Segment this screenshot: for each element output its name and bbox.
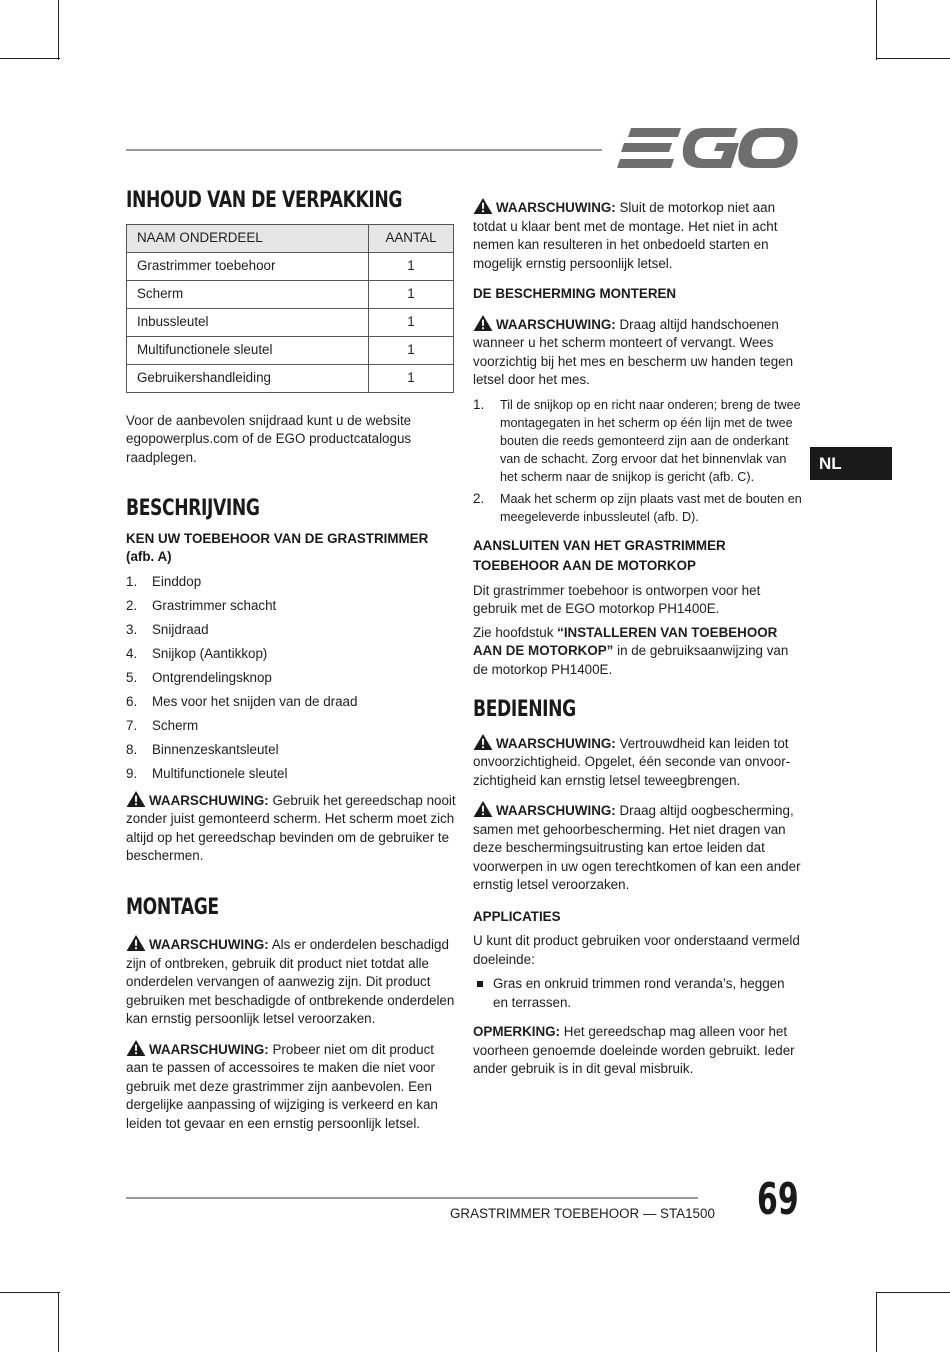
part-name: Scherm	[127, 280, 369, 308]
list-item	[473, 396, 803, 486]
warning-label: WAARSCHUWING:	[496, 803, 616, 818]
item-number: 4.	[126, 645, 138, 661]
crop-mark	[876, 1292, 950, 1293]
list-item	[126, 645, 456, 669]
item-text: Snijdraad	[152, 621, 209, 637]
list-item	[126, 573, 456, 597]
list-item	[126, 765, 456, 789]
list-item	[126, 693, 456, 717]
page-number: 69	[757, 1174, 799, 1225]
warning-text: Draag altijd handschoenen wanneer u het scherm monteert of vervangt. Wees voorzichtig bij het mes en bescherm uw handen tegen letsel door het mes.	[473, 316, 794, 387]
item-text: Snijkop (Aantikkop)	[152, 645, 268, 661]
table-header-row	[127, 224, 454, 252]
table-row	[127, 308, 454, 336]
item-text: Multifunctionele sleutel	[152, 765, 288, 781]
warning-text: Als er onderdelen beschadigd zijn of ontbreken, gebruik dit product niet totdat alle onderdelen vervangen of aanwezig zijn. Dit product gebruiken met beschadigde of ontbrekende onderdelen kan ernstig persoonlijk letsel veroorzaken.	[126, 937, 455, 1026]
item-text: Binnenzeskantsleutel	[152, 741, 279, 757]
step-number: 2.	[473, 490, 485, 506]
step-number: 1.	[473, 396, 485, 412]
item-number: 7.	[126, 717, 138, 733]
warning-label: WAARSCHUWING:	[149, 792, 269, 808]
warning-paragraph	[473, 801, 803, 895]
list-item	[126, 741, 456, 765]
crop-mark	[58, 1292, 59, 1352]
table-row	[127, 280, 454, 308]
table-row	[127, 336, 454, 364]
guard-steps	[473, 396, 803, 526]
warning-triangle-icon	[473, 315, 493, 331]
part-name: Grastrimmer toebehoor	[127, 252, 369, 280]
warning-triangle-icon	[473, 801, 493, 817]
table-row	[127, 364, 454, 392]
ego-logo-graphic	[617, 126, 799, 170]
warning-label: WAARSCHUWING:	[496, 316, 616, 332]
warning-label: WAARSCHUWING:	[149, 937, 269, 952]
item-number: 8.	[126, 741, 138, 757]
connect-paragraph: Dit grastrimmer toebehoor is ontworpen voor het gebruik met de EGO motorkop PH1400E.	[473, 582, 761, 616]
ego-logo	[617, 126, 799, 170]
note-text: Het gereedschap mag alleen voor het voorheen genoemde doeleinde worden gebruikt. Ieder ander gebruik is in dit geval misbruik.	[473, 1024, 795, 1076]
part-qty: 1	[369, 364, 454, 392]
crop-mark	[876, 1292, 877, 1352]
list-item	[126, 597, 456, 621]
item-number: 6.	[126, 693, 138, 709]
warning-text: Draag altijd oogbescherming, samen met gehoorbescherming. Het niet dragen van deze beschermingsuitrusting kan ertoe leiden dat voorwerpen in uw ogen terechtkomen of kan een ander ernstig letsel veroorzaken.	[473, 803, 801, 892]
connect-reference	[473, 624, 803, 680]
item-number: 1.	[126, 573, 138, 589]
description-title: BESCHRIJVING	[126, 496, 260, 521]
part-qty: 1	[369, 252, 454, 280]
part-name: Gebruikershandleiding	[127, 364, 369, 392]
warning-triangle-icon	[126, 935, 146, 951]
warning-paragraph	[473, 198, 803, 273]
warning-paragraph	[473, 734, 803, 791]
item-text: Scherm	[152, 717, 199, 733]
know-your-accessory-title: KEN UW TOEBEHOOR VAN DE GRASTRIMMER (afb. A)	[126, 530, 429, 564]
warning-text: Sluit de motorkop niet aan totdat u klaar bent met de montage. Het niet in acht nemen kan resulteren in het onbedoeld starten en mogelijk ernstig persoonlijk letsel.	[473, 200, 778, 271]
part-qty: 1	[369, 336, 454, 364]
warning-paragraph	[126, 1040, 456, 1134]
connect-title: AANSLUITEN VAN HET GRASTRIMMER TOEBEHOOR AAN DE MOTORKOP	[473, 537, 726, 573]
contents-table	[126, 224, 454, 393]
item-number: 5.	[126, 669, 138, 685]
list-item	[126, 669, 456, 693]
crop-mark	[876, 58, 950, 59]
table-header-part: NAAM ONDERDEEL	[127, 224, 369, 252]
reference-suffix: in de gebruiksaanwijzing van de motorkop PH1400E.	[473, 643, 789, 677]
part-name: Inbussleutel	[127, 308, 369, 336]
language-tab: NL	[810, 447, 892, 480]
footer-title: GRASTRIMMER TOEBEHOOR — STA1500	[450, 1206, 715, 1221]
warning-paragraph	[126, 935, 456, 1029]
header-rule	[126, 149, 602, 151]
warning-label: WAARSCHUWING:	[496, 200, 616, 215]
note-label: OPMERKING:	[473, 1024, 561, 1039]
warning-paragraph	[126, 791, 456, 866]
contents-note: Voor de aanbevolen snijdraad kunt u de website egopowerplus.com of de EGO productcatalogus raadplegen.	[126, 412, 412, 465]
list-item	[126, 621, 456, 645]
right-column	[473, 198, 803, 1079]
footer-rule	[126, 1197, 698, 1199]
step-text: Til de snijkop op en richt naar onderen; breng de twee montagegaten in het scherm op één lijn met de twee bouten die reeds gemonteerd zijn aan de onderkant van de schacht. Zorg ervoor dat het binnenvlak van het scherm naar de snijkop is gericht (afb. C).	[500, 397, 801, 484]
contents-title: INHOUD VAN DE VERPAKKING	[126, 188, 403, 213]
reference-chapter: “INSTALLEREN VAN TOEBEHOOR AAN DE MOTORKOP”	[473, 624, 778, 658]
list-item	[126, 717, 456, 741]
part-qty: 1	[369, 308, 454, 336]
item-number: 2.	[126, 597, 138, 613]
warning-label: WAARSCHUWING:	[496, 735, 616, 751]
warning-paragraph	[473, 315, 803, 390]
item-number: 3.	[126, 621, 138, 637]
list-item	[473, 975, 803, 1012]
reference-prefix: Zie hoofdstuk	[473, 624, 558, 640]
list-item	[473, 490, 803, 526]
table-header-qty: AANTAL	[369, 224, 454, 252]
crop-mark	[0, 1292, 60, 1293]
table-row	[127, 252, 454, 280]
operation-title: BEDIENING	[473, 697, 576, 722]
applications-intro: U kunt dit product gebruiken voor onderstaand vermeld doeleinde:	[473, 933, 800, 967]
warning-triangle-icon	[473, 198, 493, 214]
warning-text: Gebruik het gereedschap nooit zonder juist gemonteerd scherm. Het scherm moet zich altijd op het gereedschap bevinden om de gebruiker te beschermen.	[126, 792, 456, 863]
item-text: Einddop	[152, 573, 202, 589]
applications-title: APPLICATIES	[473, 908, 561, 924]
crop-mark	[876, 0, 877, 60]
left-column	[126, 188, 456, 1133]
warning-label: WAARSCHUWING:	[149, 1041, 269, 1057]
item-text: Ontgrendelingsknop	[152, 669, 272, 685]
part-qty: 1	[369, 280, 454, 308]
assembly-title: MONTAGE	[126, 894, 219, 920]
note-paragraph	[473, 1023, 803, 1079]
warning-triangle-icon	[473, 734, 493, 750]
warning-text: Probeer niet om dit product aan te passen of accessoires te maken die niet voor gebruik met deze grastrimmer zijn aanbevolen. Een dergelijke aanpassing of wijziging is verkeerd en kan leiden tot gevaar en een ernstig persoonlijk letsel.	[126, 1041, 438, 1131]
parts-list	[126, 573, 456, 789]
crop-mark	[58, 0, 59, 60]
step-text: Maak het scherm op zijn plaats vast met de bouten en meegeleverde inbussleutel (afb. D).	[500, 491, 802, 524]
item-text: Mes voor het snijden van de draad	[152, 693, 358, 709]
item-number: 9.	[126, 765, 138, 781]
guard-title: DE BESCHERMING MONTEREN	[473, 286, 677, 301]
crop-mark	[0, 58, 60, 59]
part-name: Multifunctionele sleutel	[127, 336, 369, 364]
warning-text: Vertrouwdheid kan leiden tot onvoorzichtigheid. Opgelet, één seconde van onvoor-zichtigheid kan ernstig letsel teweegbrengen.	[473, 735, 791, 788]
warning-triangle-icon	[126, 791, 146, 807]
item-text: Grastrimmer schacht	[152, 597, 277, 613]
warning-triangle-icon	[126, 1040, 146, 1056]
bullet-text: Gras en onkruid trimmen rond veranda’s, heggen en terrassen.	[493, 976, 785, 1010]
bullet-icon	[477, 981, 483, 987]
